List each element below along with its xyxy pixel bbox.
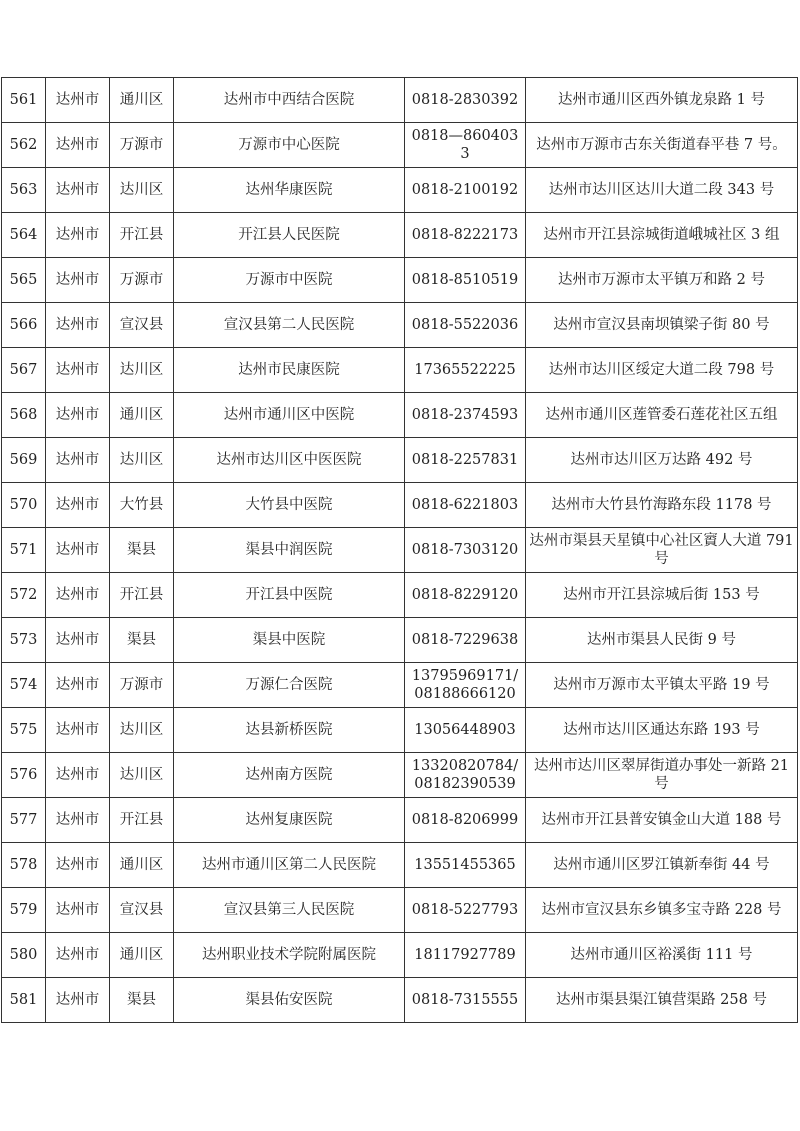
row-city: 达州市: [46, 303, 110, 348]
row-phone: 13795969171/08188666120: [405, 663, 526, 708]
row-number: 577: [2, 798, 46, 843]
row-city: 达州市: [46, 483, 110, 528]
row-number: 579: [2, 888, 46, 933]
row-city: 达州市: [46, 258, 110, 303]
row-city: 达州市: [46, 888, 110, 933]
row-phone: 0818-8222173: [405, 213, 526, 258]
row-district: 达川区: [110, 168, 174, 213]
row-hospital-name: 万源仁合医院: [174, 663, 405, 708]
row-phone: 0818-6221803: [405, 483, 526, 528]
row-address: 达州市万源市太平镇万和路 2 号: [526, 258, 798, 303]
row-number: 576: [2, 753, 46, 798]
row-address: 达州市通川区西外镇龙泉路 1 号: [526, 78, 798, 123]
row-district: 渠县: [110, 978, 174, 1023]
row-phone: 0818-5522036: [405, 303, 526, 348]
table-row: [2, 213, 798, 258]
row-city: 达州市: [46, 348, 110, 393]
row-phone: 0818-7303120: [405, 528, 526, 573]
row-district: 宣汉县: [110, 888, 174, 933]
row-number: 578: [2, 843, 46, 888]
row-address: 达州市通川区裕溪街 111 号: [526, 933, 798, 978]
row-hospital-name: 达州市民康医院: [174, 348, 405, 393]
row-phone: 13551455365: [405, 843, 526, 888]
row-number: 575: [2, 708, 46, 753]
row-address: 达州市达川区通达东路 193 号: [526, 708, 798, 753]
row-city: 达州市: [46, 213, 110, 258]
row-number: 564: [2, 213, 46, 258]
row-district: 通川区: [110, 78, 174, 123]
row-hospital-name: 达州市通川区第二人民医院: [174, 843, 405, 888]
table-row: [2, 798, 798, 843]
row-number: 581: [2, 978, 46, 1023]
row-address: 达州市达川区翠屏街道办事处一新路 21 号: [526, 753, 798, 798]
row-district: 达川区: [110, 708, 174, 753]
row-city: 达州市: [46, 753, 110, 798]
row-address: 达州市达川区绥定大道二段 798 号: [526, 348, 798, 393]
row-district: 通川区: [110, 843, 174, 888]
row-phone: 0818-8229120: [405, 573, 526, 618]
row-address: 达州市渠县人民街 9 号: [526, 618, 798, 663]
row-address: 达州市宣汉县南坝镇梁子街 80 号: [526, 303, 798, 348]
row-city: 达州市: [46, 78, 110, 123]
row-address: 达州市渠县天星镇中心社区賨人大道 791 号: [526, 528, 798, 573]
row-address: 达州市达川区万达路 492 号: [526, 438, 798, 483]
row-district: 开江县: [110, 213, 174, 258]
row-hospital-name: 宣汉县第二人民医院: [174, 303, 405, 348]
row-phone: 0818-7315555: [405, 978, 526, 1023]
row-city: 达州市: [46, 843, 110, 888]
table-row: [2, 573, 798, 618]
row-hospital-name: 开江县人民医院: [174, 213, 405, 258]
row-address: 达州市开江县普安镇金山大道 188 号: [526, 798, 798, 843]
row-number: 561: [2, 78, 46, 123]
row-number: 565: [2, 258, 46, 303]
row-phone: 0818-2374593: [405, 393, 526, 438]
row-district: 万源市: [110, 258, 174, 303]
row-address: 达州市通川区莲管委石莲花社区五组: [526, 393, 798, 438]
row-hospital-name: 渠县中医院: [174, 618, 405, 663]
row-city: 达州市: [46, 528, 110, 573]
row-number: 568: [2, 393, 46, 438]
row-phone: 0818-2830392: [405, 78, 526, 123]
row-hospital-name: 万源市中医院: [174, 258, 405, 303]
hospital-table: [1, 77, 798, 1023]
row-address: 达州市达川区达川大道二段 343 号: [526, 168, 798, 213]
row-hospital-name: 大竹县中医院: [174, 483, 405, 528]
row-number: 574: [2, 663, 46, 708]
row-city: 达州市: [46, 978, 110, 1023]
row-hospital-name: 达州市中西结合医院: [174, 78, 405, 123]
table-row: [2, 933, 798, 978]
row-hospital-name: 宣汉县第三人民医院: [174, 888, 405, 933]
row-address: 达州市通川区罗江镇新奉街 44 号: [526, 843, 798, 888]
row-phone: 0818-8206999: [405, 798, 526, 843]
table-row: [2, 483, 798, 528]
table-row: [2, 258, 798, 303]
row-number: 563: [2, 168, 46, 213]
table-row: [2, 168, 798, 213]
row-hospital-name: 达县新桥医院: [174, 708, 405, 753]
table-row: [2, 663, 798, 708]
row-district: 开江县: [110, 798, 174, 843]
row-city: 达州市: [46, 123, 110, 168]
row-district: 通川区: [110, 933, 174, 978]
table-row: [2, 78, 798, 123]
row-address: 达州市开江县淙城后街 153 号: [526, 573, 798, 618]
table-row: [2, 978, 798, 1023]
row-hospital-name: 开江县中医院: [174, 573, 405, 618]
row-hospital-name: 达州南方医院: [174, 753, 405, 798]
row-hospital-name: 达州市通川区中医院: [174, 393, 405, 438]
row-phone: 0818-5227793: [405, 888, 526, 933]
row-hospital-name: 渠县佑安医院: [174, 978, 405, 1023]
table-row: [2, 843, 798, 888]
row-hospital-name: 达州职业技术学院附属医院: [174, 933, 405, 978]
row-hospital-name: 达州市达川区中医医院: [174, 438, 405, 483]
row-hospital-name: 达州华康医院: [174, 168, 405, 213]
row-number: 570: [2, 483, 46, 528]
row-district: 开江县: [110, 573, 174, 618]
row-address: 达州市开江县淙城街道峨城社区 3 组: [526, 213, 798, 258]
row-city: 达州市: [46, 798, 110, 843]
table-row: [2, 753, 798, 798]
row-district: 通川区: [110, 393, 174, 438]
row-phone: 18117927789: [405, 933, 526, 978]
row-address: 达州市大竹县竹海路东段 1178 号: [526, 483, 798, 528]
row-city: 达州市: [46, 933, 110, 978]
table-row: [2, 618, 798, 663]
row-phone: 0818-7229638: [405, 618, 526, 663]
row-city: 达州市: [46, 573, 110, 618]
row-city: 达州市: [46, 168, 110, 213]
row-district: 大竹县: [110, 483, 174, 528]
row-hospital-name: 万源市中心医院: [174, 123, 405, 168]
hospital-table-body: [2, 78, 798, 1023]
row-district: 达川区: [110, 348, 174, 393]
row-number: 566: [2, 303, 46, 348]
row-city: 达州市: [46, 708, 110, 753]
row-phone: 13056448903: [405, 708, 526, 753]
row-address: 达州市宣汉县东乡镇多宝寺路 228 号: [526, 888, 798, 933]
hospital-list-sheet: [0, 77, 800, 1023]
row-city: 达州市: [46, 393, 110, 438]
row-city: 达州市: [46, 618, 110, 663]
row-district: 万源市: [110, 663, 174, 708]
row-hospital-name: 渠县中润医院: [174, 528, 405, 573]
row-phone: 13320820784/08182390539: [405, 753, 526, 798]
row-address: 达州市万源市太平镇太平路 19 号: [526, 663, 798, 708]
row-number: 562: [2, 123, 46, 168]
row-district: 渠县: [110, 618, 174, 663]
row-district: 达川区: [110, 753, 174, 798]
table-row: [2, 528, 798, 573]
table-row: [2, 303, 798, 348]
row-address: 达州市渠县渠江镇营渠路 258 号: [526, 978, 798, 1023]
row-number: 567: [2, 348, 46, 393]
row-phone: 0818-8510519: [405, 258, 526, 303]
row-phone: 0818-2257831: [405, 438, 526, 483]
row-city: 达州市: [46, 663, 110, 708]
table-row: [2, 393, 798, 438]
row-phone: 0818—8604033: [405, 123, 526, 168]
row-number: 569: [2, 438, 46, 483]
row-number: 572: [2, 573, 46, 618]
row-district: 渠县: [110, 528, 174, 573]
row-phone: 0818-2100192: [405, 168, 526, 213]
row-city: 达州市: [46, 438, 110, 483]
row-phone: 17365522225: [405, 348, 526, 393]
row-district: 宣汉县: [110, 303, 174, 348]
row-hospital-name: 达州复康医院: [174, 798, 405, 843]
table-row: [2, 123, 798, 168]
table-row: [2, 888, 798, 933]
table-row: [2, 348, 798, 393]
row-number: 573: [2, 618, 46, 663]
row-number: 580: [2, 933, 46, 978]
row-number: 571: [2, 528, 46, 573]
table-row: [2, 438, 798, 483]
row-district: 万源市: [110, 123, 174, 168]
row-district: 达川区: [110, 438, 174, 483]
table-row: [2, 708, 798, 753]
row-address: 达州市万源市古东关街道春平巷 7 号。: [526, 123, 798, 168]
